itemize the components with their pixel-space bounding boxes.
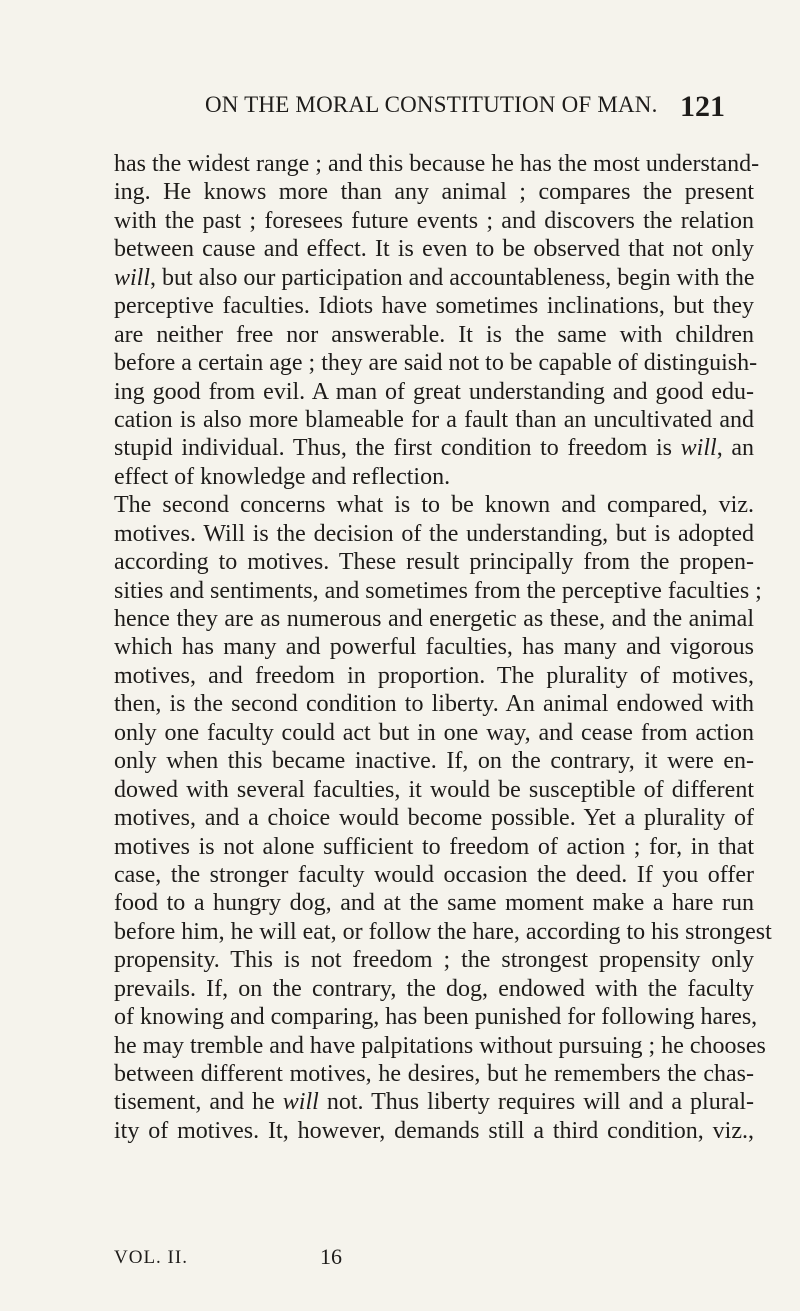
italic-word: will <box>114 264 151 291</box>
body-text <box>114 150 772 1145</box>
text-line: motives. Will is the decision of the understanding, but is adopted <box>114 520 754 547</box>
volume-signature: VOL. II. <box>114 1247 188 1268</box>
text-line <box>114 1088 754 1116</box>
text-line: case, the stronger faculty would occasion the deed. If you offer <box>114 861 754 888</box>
text-span: not. Thus liberty requires will and a plural- <box>318 1089 754 1116</box>
text-line: before him, he will eat, or follow the hare, according to his strongest <box>114 918 772 945</box>
text-line: only when this became inactive. If, on the contrary, it were en- <box>114 748 754 775</box>
text-line: prevails. If, on the contrary, the dog, endowed with the faculty <box>114 975 754 1002</box>
text-line: motives, and freedom in proportion. The plurality of motives, <box>114 662 754 689</box>
running-title: ON THE MORAL CONSTITUTION OF MAN. <box>205 92 658 117</box>
text-line: hence they are as numerous and energetic as these, and the animal <box>114 606 754 632</box>
running-head <box>0 92 800 132</box>
text-line: are neither free nor answerable. It is the same with children <box>114 321 754 348</box>
text-line: food to a hungry dog, and at the same moment make a hare run <box>114 890 754 917</box>
sheet-number: 16 <box>320 1244 342 1269</box>
paragraph-start-line: The second concerns what is to be known and compared, viz. <box>114 492 754 519</box>
text-line: ing. He knows more than any animal ; compares the present <box>114 179 754 206</box>
text-line: ity of motives. It, however, demands still a third condition, viz., <box>114 1117 754 1144</box>
text-line <box>114 264 754 292</box>
text-line: with the past ; foresees future events ; and discovers the relation <box>114 207 754 234</box>
text-span: tisement, and he <box>114 1089 283 1116</box>
text-line: perceptive faculties. Idiots have sometimes inclinations, but they <box>114 293 754 320</box>
italic-word: will <box>282 1089 319 1116</box>
text-line: propensity. This is not freedom ; the strongest propensity only <box>114 947 754 974</box>
text-line: between different motives, he desires, but he remembers the chas- <box>114 1061 754 1087</box>
text-line: ing good from evil. A man of great understanding and good edu- <box>114 378 754 405</box>
text-line <box>114 434 754 462</box>
italic-word: will <box>680 435 717 462</box>
text-line: before a certain age ; they are said not to be capable of distinguish- <box>114 350 758 377</box>
text-line: only one faculty could act but in one way, and cease from action <box>114 719 754 746</box>
page-footer <box>0 1244 800 1277</box>
text-line: sities and sentiments, and sometimes from the perceptive faculties ; <box>114 577 762 604</box>
text-line: cation is also more blameable for a fault than an uncultivated and <box>114 406 754 433</box>
text-line: which has many and powerful faculties, has many and vigorous <box>114 634 754 661</box>
text-line: he may tremble and have palpitations without pursuing ; he chooses <box>114 1032 766 1059</box>
text-line: of knowing and comparing, has been punished for following hares, <box>114 1004 758 1031</box>
text-line: motives, and a choice would become possible. Yet a plurality of <box>114 805 754 832</box>
text-line: dowed with several faculties, it would be susceptible of different <box>114 776 754 803</box>
text-line: effect of knowledge and reflection. <box>114 463 451 490</box>
text-line: according to motives. These result principally from the propen- <box>114 549 754 576</box>
text-line: motives is not alone sufficient to freedom of action ; for, in that <box>114 833 754 860</box>
text-span: , an <box>716 435 754 462</box>
text-span: , but also our participation and accountableness, begin with the <box>150 264 755 291</box>
page-number: 121 <box>680 90 725 123</box>
text-line: has the widest range ; and this because he has the most understand- <box>114 151 760 177</box>
text-line: between cause and effect. It is even to be observed that not only <box>114 236 754 263</box>
text-line: then, is the second condition to liberty. An animal endowed with <box>114 691 754 718</box>
text-span: stupid individual. Thus, the first condition to freedom is <box>114 435 681 462</box>
